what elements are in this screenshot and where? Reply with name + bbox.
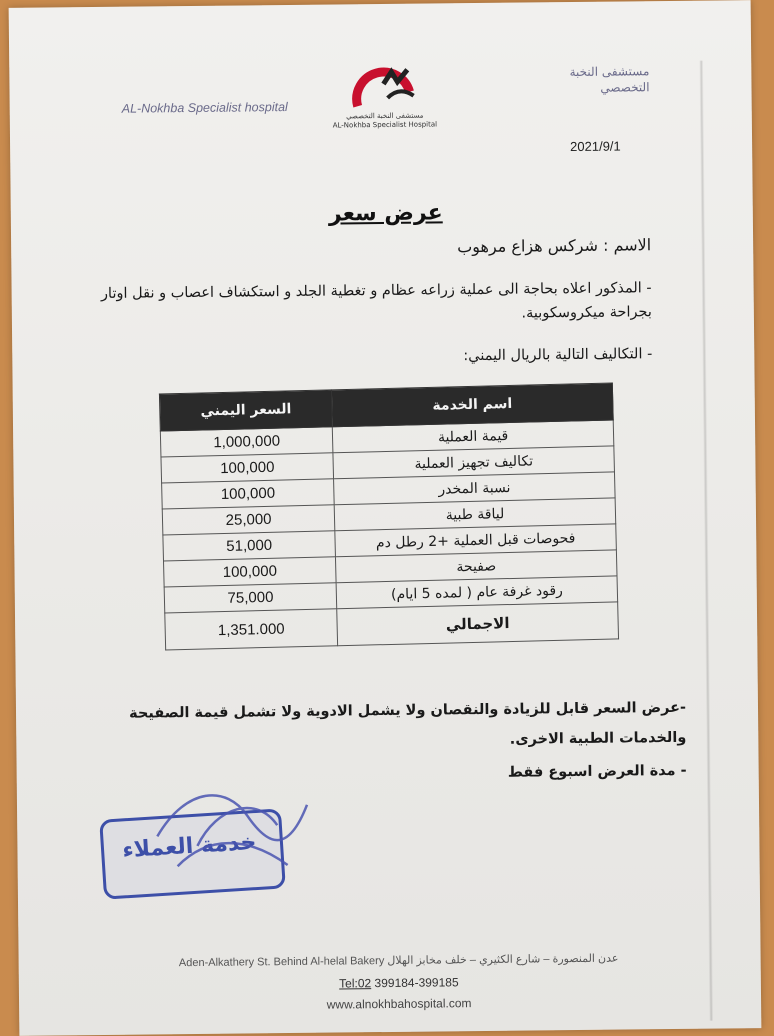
footer-phone (119, 973, 679, 993)
row-price: 100,000 (164, 557, 337, 587)
document-page (9, 0, 762, 1036)
row-price: 100,000 (162, 479, 335, 509)
total-price: 1,351.000 (165, 609, 338, 650)
row-service: قيمة العملية (332, 420, 613, 453)
procedure-description: - المذكور اعلاه بحاجة الى عملية زراعه عظام و تغطية الجلد و استكشاف اعصاب و نقل اوتار بجراحة ميكروسكوبية. (100, 280, 652, 322)
hospital-name-en: AL-Nokhba Specialist hospital (121, 99, 288, 116)
patient-name-line: الاسم : شركس هزاع مرهوب (457, 235, 652, 257)
row-price: 1,000,000 (160, 427, 333, 457)
row-service: لياقة طبية (334, 498, 615, 531)
logo-caption (310, 111, 460, 131)
footer-address: Aden-Alkathery St. Behind Al-helal Bakery عدن المنصورة – شارع الكثيري – خلف مخابز الهلال (178, 952, 619, 970)
hospital-name-ar: مستشفى النخبة التخصصي (569, 64, 650, 95)
costs-intro: - التكاليف التالية بالريال اليمني: (463, 346, 653, 365)
duration-note: - مدة العرض اسبوع فقط (507, 762, 687, 781)
logo-caption-en: AL-Nokhba Specialist Hospital (332, 120, 438, 130)
validity-note: -عرض السعر قابل للزيادة والنقصان ولا يشمل الادوية ولا تشمل قيمة الصفيحة والخدمات الطبية الاخرى. (129, 699, 687, 748)
document-title: عرض سعر (328, 200, 443, 227)
phone-label: Tel:02 (339, 976, 372, 991)
signature-icon (137, 775, 318, 897)
header-service: اسم الخدمة (332, 383, 614, 427)
row-service: رقود غرفة عام ( لمده 5 ايام) (336, 576, 617, 609)
price-table (159, 382, 619, 650)
phone-numbers: 399184-399185 (374, 975, 459, 991)
stamp-text: خدمة العملاء (121, 829, 258, 864)
row-service: نسبة المخدر (334, 472, 615, 505)
footer-website: www.alnokhbahospital.com (326, 996, 472, 1012)
header-price: السعر اليمني (159, 390, 332, 431)
logo-caption-ar: مستشفى النخبة التخصصي (346, 111, 424, 121)
row-service: فحوصات قبل العملية +2 رطل دم (335, 524, 616, 557)
row-service: تكاليف تجهيز العملية (333, 446, 614, 479)
document-date: 2021/9/1 (570, 138, 621, 155)
row-price: 100,000 (161, 453, 334, 483)
total-label: الاجمالي (337, 602, 619, 646)
row-service: صفيحة (336, 550, 617, 583)
row-price: 51,000 (163, 531, 336, 561)
row-price: 25,000 (162, 505, 335, 535)
paper-fold-shadow (699, 61, 713, 1021)
row-price: 75,000 (164, 583, 337, 613)
